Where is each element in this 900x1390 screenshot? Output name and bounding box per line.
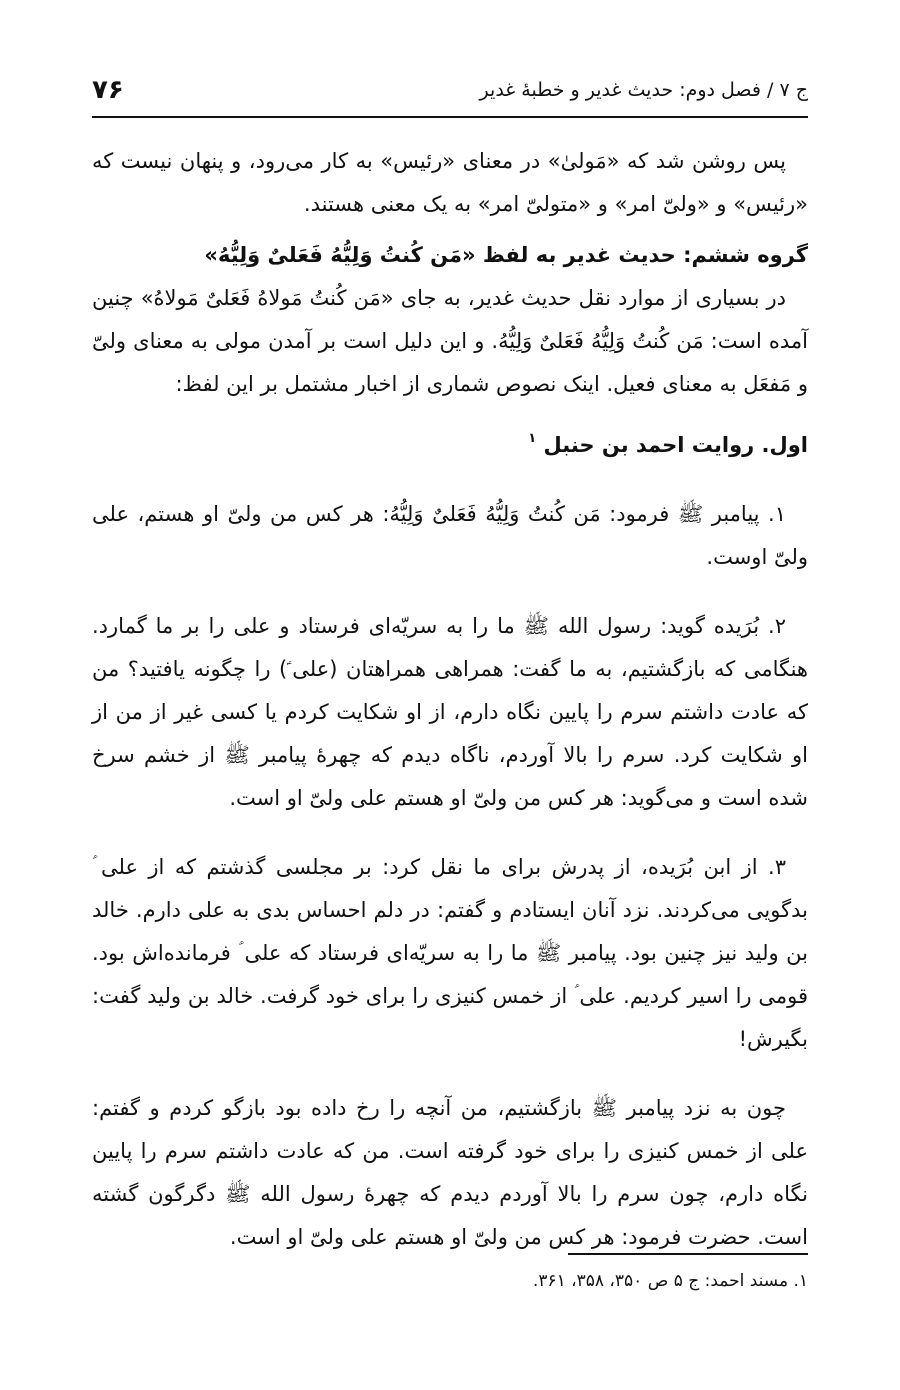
body-text	[92, 140, 808, 1259]
footnote: ۱. مسند احمد: ج ۵ ص ۳۵۰، ۳۵۸، ۳۶۱.	[532, 1271, 808, 1291]
first-heading-text: اول. روایت احمد بن حنبل	[543, 433, 808, 457]
running-title: ج ۷ / فصل دوم: حدیث غدیر و خطبهٔ غدیر	[479, 79, 808, 101]
footnote-ref: ۱	[528, 431, 537, 446]
narration-3-continued: چون به نزد پیامبر ﷺ بازگشتیم، من آنچه را رخ داده بود بازگو کردم و گفتم: علی از خمس کنیزی را برای خود گرفته است. من که عادت داشتم سرم را پایین نگاه دارم، چون سرم را بالا آوردم دیدم که چهرهٔ رسول الله ﷺ دگرگون گشته است. حضرت فرمود: هر کس من ولیّ او هستم علی ولیّ او است.	[92, 1096, 808, 1249]
intro-paragraph: پس روشن شد که «مَولیٰ» در معنای «رئیس» به کار می‌رود، و پنهان نیست که «رئیس» و «ولیّ امر» و «متولیّ امر» به یک معنی هستند.	[92, 149, 808, 216]
group6-paragraph: در بسیاری از موارد نقل حدیث غدیر، به جای «مَن کُنتُ مَولاهُ فَعَلیٌ مَولاهُ» چنین آمده است: مَن کُنتُ وَلِیُّهُ فَعَلیٌ وَلِیُّهُ. و این دلیل است بر آمدن مولی به معنای ولیّ و مَفعَل به معنای فعیل. اینک نصوص شماری از اخبار مشتمل بر این لفظ:	[92, 286, 808, 396]
first-heading	[92, 424, 808, 467]
narration-1: ۱. پیامبر ﷺ فرمود: مَن کُنتُ وَلِیُّهُ فَعَلیٌ وَلِیُّهُ: هر کس من ولیّ او هستم، علی ولیّ اوست.	[92, 502, 808, 569]
footnote-rule	[568, 1253, 808, 1255]
header-rule	[92, 116, 808, 118]
group6-heading: گروه ششم: حدیث غدیر به لفظ «مَن کُنتُ وَلِیُّهُ فَعَلیٌ وَلِیُّهُ»	[204, 243, 808, 267]
book-page	[92, 0, 808, 1390]
narration-2: ۲. بُرَیده گوید: رسول الله ﷺ ما را به سریّه‌ای فرستاد و علی را بر ما گمارد. هنگامی که بازگشتیم، به ما گفت: همراهی همراهتان (علی ؑ) را چگونه یافتید؟ من که عادت داشتم سرم را پایین نگاه دارم، از او شکایت کردم یا کسی غیر از من از او شکایت کرد. سرم را بالا آوردم، ناگاه دیدم که چهرهٔ پیامبر ﷺ از خشم سرخ شده است و می‌گوید: هر کس من ولیّ او هستم علی ولیّ او است.	[92, 614, 808, 810]
page-header	[92, 72, 808, 108]
page-number: ۷۶	[92, 75, 124, 105]
narration-3: ۳. از ابن بُرَیده، از پدرش برای ما نقل کرد: بر مجلسی گذشتم که از علی ؑ بدگویی می‌کردند. نزد آنان ایستادم و گفتم: در دلم احساس بدی به علی دارم. خالد بن ولید نیز چنین بود. پیامبر ﷺ ما را به سریّه‌ای فرستاد که علی ؑ فرمانده‌اش بود. قومی را اسیر کردیم. علی ؑ از خمس کنیزی را برای خود گرفت. خالد بن ولید گفت: بگیرش!	[92, 855, 808, 1051]
